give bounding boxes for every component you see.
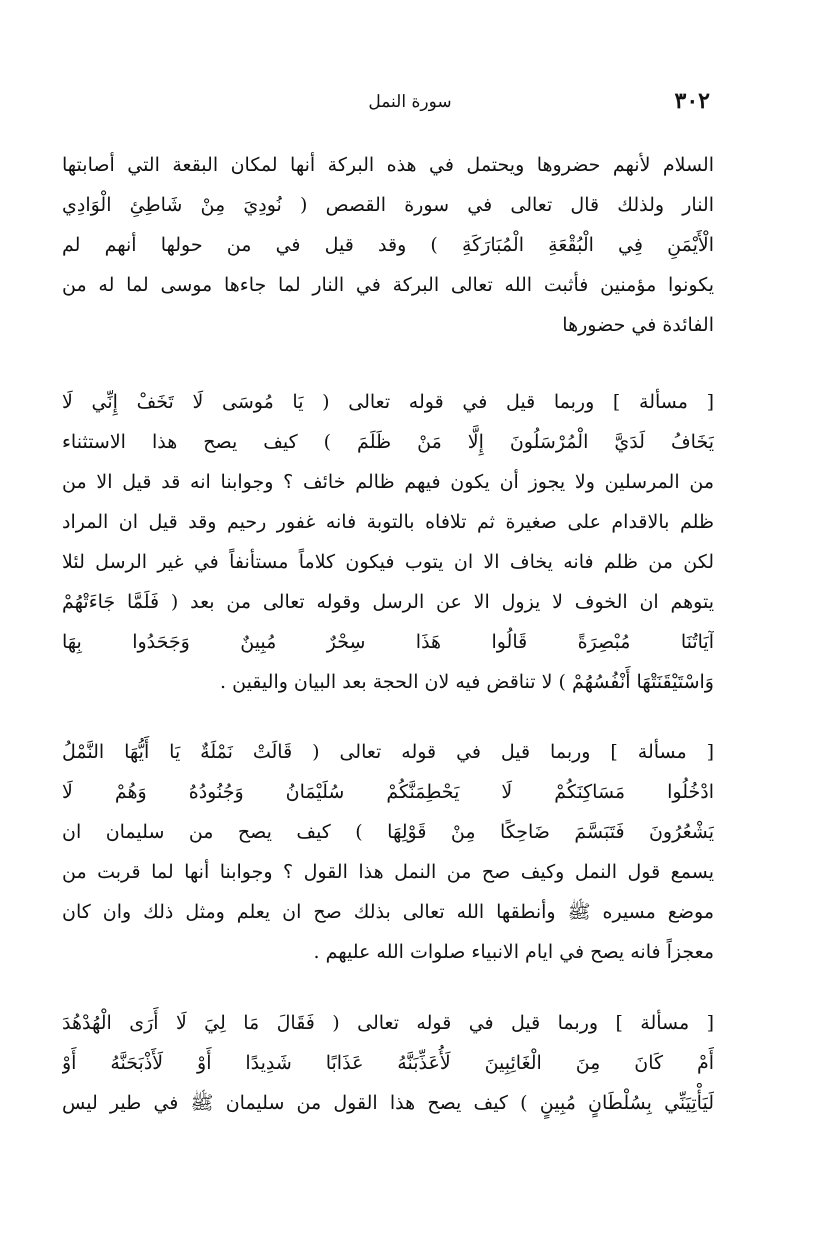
text-line: يتوهم ان الخوف لا يزول الا عن الرسل وقوله تعالى من بعد ( فَلَمَّا جَاءَتْهُمْ [62, 591, 714, 613]
text-line: النار ولذلك قال تعالى في سورة القصص ( نُودِيَ مِنْ شَاطِئِ الْوَادِي [62, 194, 714, 216]
text-line: آيَاتُنَا مُبْصِرَةً قَالُوا هَذَا سِحْرٌ مُبِينٌ وَجَحَدُوا بِهَا [62, 631, 714, 653]
running-header [110, 88, 710, 118]
text-line: لَيَأْتِيَنِّي بِسُلْطَانٍ مُبِينٍ ) كيف يصح هذا القول من سليمان ﷺ في طير ليس [62, 1092, 714, 1114]
paragraph-mas-ala-3 [62, 1003, 714, 1123]
text-line: الْأَيْمَنِ فِي الْبُقْعَةِ الْمُبَارَكَةِ ) وقد قيل في من حولها أنهم لم [62, 234, 714, 256]
paragraph-mas-ala-2 [62, 732, 714, 972]
text-line: يكونوا مؤمنين فأثبت الله تعالى البركة في النار لما جاءها موسى لما له من [62, 274, 714, 296]
text-line: معجزاً فانه يصح في ايام الانبياء صلوات الله عليهم . [313, 941, 714, 963]
text-line: السلام لأنهم حضروها ويحتمل في هذه البركة أنها لمكان البقعة التي أصابتها [62, 154, 714, 176]
text-line: لكن من ظلم فانه يخاف الا ان يتوب فيكون كلاماً مستأنفاً في غير الرسل لئلا [62, 551, 714, 573]
text-line: [ مسألة ] وربما قيل في قوله تعالى ( يَا مُوسَى لَا تَخَفْ إِنِّي لَا [62, 391, 714, 413]
text-line: الفائدة في حضورها [562, 314, 714, 336]
text-line: يَشْعُرُونَ فَتَبَسَّمَ ضَاحِكًا مِنْ قَوْلِهَا ) كيف يصح من سليمان ان [62, 821, 714, 843]
page-number: ٣٠٢ [674, 88, 710, 114]
text-line: موضع مسيره ﷺ وأنطقها الله تعالى بذلك صح ان يعلم ومثل ذلك وان كان [62, 901, 714, 923]
text-line: ادْخُلُوا مَسَاكِنَكُمْ لَا يَحْطِمَنَّكُمْ سُلَيْمَانُ وَجُنُودُهُ وَهُمْ لَا [62, 781, 714, 803]
text-line: من المرسلين ولا يجوز أن يكون فيهم ظالم خائف ؟ وجوابنا انه قد قيل الا من [62, 471, 714, 493]
text-line: [ مسألة ] وربما قيل في قوله تعالى ( قَالَتْ نَمْلَةٌ يَا أَيُّهَا النَّمْلُ [62, 741, 714, 763]
text-line: أَمْ كَانَ مِنَ الْغَائِبِينَ لَأُعَذِّبَنَّهُ عَذَابًا شَدِيدًا أَوْ لَأَذْبَحَنَّهُ أَوْ [62, 1052, 714, 1074]
text-line: يَخَافُ لَدَيَّ الْمُرْسَلُونَ إِلَّا مَنْ ظَلَمَ ) كيف يصح هذا الاستثناء [62, 431, 714, 453]
text-line: ظلم بالاقدام على صغيرة ثم تلافاه بالتوبة فانه غفور رحيم وقد قيل ان المراد [62, 511, 714, 533]
text-line: [ مسألة ] وربما قيل في قوله تعالى ( فَقَالَ مَا لِيَ لَا أَرَى الْهُدْهُدَ [62, 1012, 714, 1034]
paragraph-continuation [62, 145, 714, 345]
text-line: وَاسْتَيْقَنَتْهَا أَنْفُسُهُمْ ) لا تناقض فيه لان الحجة بعد البيان واليقين . [220, 671, 714, 693]
surah-title: سورة النمل [368, 92, 452, 112]
paragraph-mas-ala-1 [62, 382, 714, 702]
text-line: يسمع قول النمل وكيف صح من النمل هذا القول ؟ وجوابنا أنها لما قربت من [62, 861, 714, 883]
